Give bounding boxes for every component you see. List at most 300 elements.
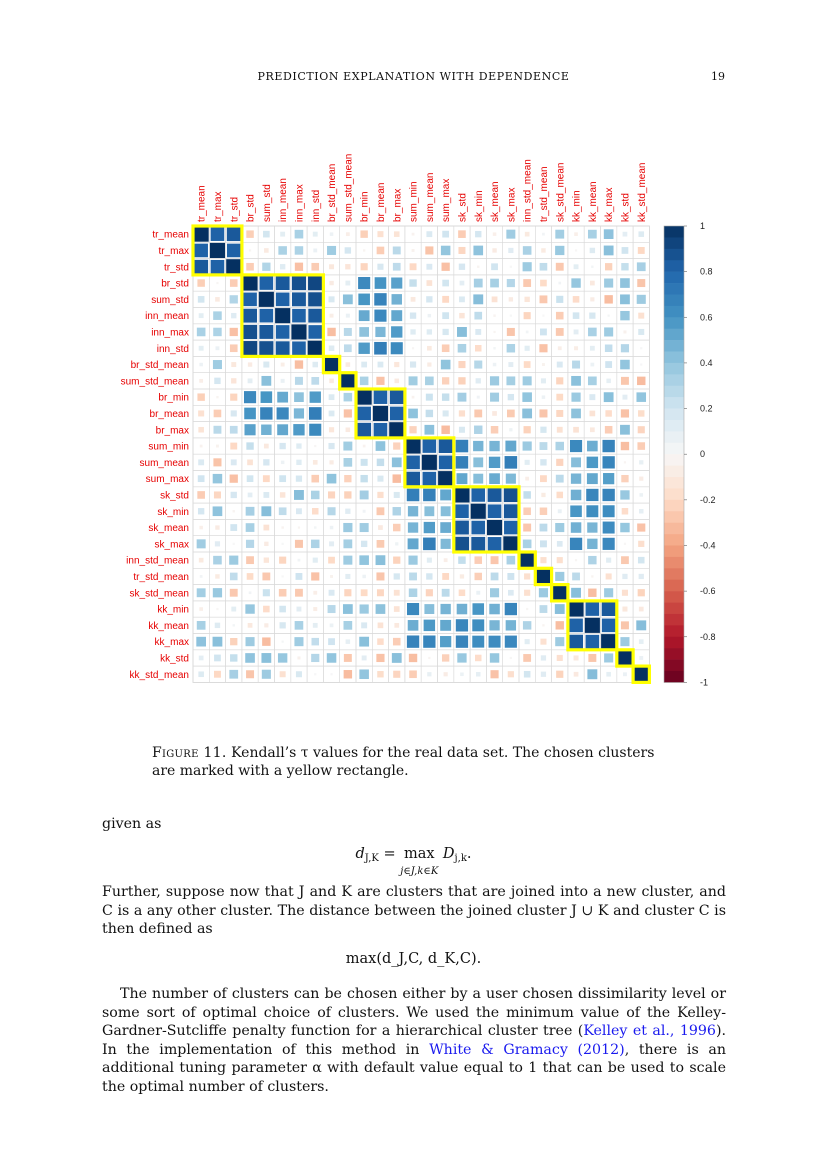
correlation-mark (343, 294, 353, 304)
correlation-mark (569, 602, 584, 617)
correlation-mark (491, 573, 499, 581)
colorbar-segment (664, 329, 684, 341)
correlation-mark (343, 621, 352, 630)
correlation-mark (423, 472, 437, 486)
correlation-mark (233, 543, 235, 545)
correlation-mark (586, 635, 600, 649)
correlation-mark (327, 474, 337, 484)
correlation-mark (510, 657, 512, 659)
colorbar-segment (664, 637, 684, 649)
correlation-mark (313, 232, 318, 237)
correlation-mark (282, 543, 284, 545)
correlation-mark (623, 330, 626, 333)
correlation-mark (264, 248, 269, 253)
correlation-mark (508, 394, 514, 400)
column-label: br_max (392, 188, 404, 222)
correlation-mark (360, 491, 369, 500)
colorbar-segment (664, 340, 684, 352)
correlation-mark (474, 556, 482, 564)
correlation-mark (344, 409, 352, 417)
correlation-mark (639, 574, 644, 579)
correlation-mark (573, 296, 580, 303)
correlation-mark (572, 573, 580, 581)
correlation-mark (279, 606, 286, 613)
correlation-mark (261, 653, 271, 663)
correlation-mark (585, 618, 600, 633)
correlation-mark (276, 325, 290, 339)
correlation-mark (327, 246, 336, 255)
correlation-mark (571, 522, 582, 533)
correlation-mark (198, 671, 204, 677)
correlation-mark (490, 588, 499, 597)
correlation-mark (280, 671, 286, 677)
correlation-mark (490, 376, 499, 385)
correlation-mark (298, 559, 301, 562)
correlation-mark (260, 276, 274, 290)
correlation-mark (279, 475, 286, 482)
body-intro: given as (102, 816, 162, 832)
correlation-mark (424, 506, 434, 516)
correlation-mark (638, 231, 644, 237)
correlation-mark (523, 441, 532, 450)
correlation-mark (503, 536, 518, 551)
correlation-mark (507, 556, 516, 565)
correlation-mark (586, 505, 598, 517)
correlation-mark (623, 232, 628, 237)
correlation-mark (394, 573, 400, 579)
correlation-mark (243, 293, 257, 307)
correlation-mark (310, 391, 321, 402)
eq1-rhs: D (442, 846, 455, 862)
correlation-mark (423, 489, 435, 501)
colorbar-tick-label: 0.8 (700, 266, 713, 277)
correlation-mark (226, 259, 241, 274)
correlation-mark (296, 573, 303, 580)
correlation-mark (279, 443, 285, 449)
correlation-mark (359, 327, 369, 337)
correlation-mark (392, 294, 402, 304)
correlation-mark (523, 279, 531, 287)
correlation-mark (343, 442, 352, 451)
correlation-mark (243, 325, 257, 339)
correlation-mark (194, 260, 208, 274)
correlation-mark (393, 671, 400, 678)
correlation-mark (346, 427, 351, 432)
correlation-mark (508, 248, 513, 253)
correlation-mark (360, 604, 369, 613)
correlation-mark (540, 329, 547, 336)
correlation-mark (373, 406, 388, 421)
correlation-mark (329, 427, 334, 432)
correlation-mark (346, 362, 351, 367)
correlation-mark (264, 557, 269, 562)
correlation-mark (344, 458, 353, 467)
correlation-mark (493, 314, 495, 316)
colorbar-segment (664, 226, 684, 238)
correlation-mark (329, 281, 333, 285)
correlation-mark (441, 426, 449, 434)
correlation-mark (488, 488, 502, 502)
correlation-mark (555, 572, 564, 581)
correlation-mark (443, 410, 449, 416)
correlation-mark (393, 507, 401, 515)
correlation-mark (605, 344, 613, 352)
correlation-mark (377, 540, 385, 548)
correlation-mark (361, 589, 368, 596)
page-number: 19 (711, 70, 725, 83)
correlation-mark (638, 247, 645, 254)
correlation-mark (540, 427, 546, 433)
correlation-mark (391, 326, 402, 337)
correlation-mark (314, 445, 316, 447)
correlation-mark (264, 444, 269, 449)
correlation-mark (590, 411, 596, 417)
correlation-mark (199, 656, 204, 661)
correlation-mark (556, 296, 563, 303)
correlation-mark (412, 396, 415, 399)
correlation-mark (296, 607, 301, 612)
correlation-mark (487, 520, 502, 535)
correlation-mark (555, 246, 564, 255)
correlation-mark (591, 266, 593, 268)
correlation-mark (460, 574, 464, 578)
correlation-mark (244, 391, 256, 403)
correlation-mark (408, 556, 417, 565)
correlation-mark (394, 492, 400, 498)
correlation-mark (458, 556, 465, 563)
correlation-mark (556, 312, 564, 320)
correlation-mark (296, 476, 302, 482)
correlation-mark (458, 361, 465, 368)
correlation-mark (506, 230, 515, 239)
correlation-mark (491, 263, 498, 270)
row-label: sk_mean (148, 523, 189, 535)
correlation-mark (233, 510, 235, 512)
correlation-mark (246, 670, 254, 678)
column-label: sum_mean (424, 172, 436, 222)
correlation-mark (361, 263, 368, 270)
correlation-mark (540, 475, 547, 482)
correlation-mark (278, 653, 287, 662)
correlation-mark (539, 409, 547, 417)
correlation-mark (556, 442, 564, 450)
correlation-mark (230, 589, 238, 597)
correlation-mark (638, 589, 645, 596)
correlation-mark (441, 246, 450, 255)
correlation-mark (427, 558, 432, 563)
correlation-mark (296, 443, 301, 448)
correlation-mark (261, 391, 273, 403)
correlation-mark (507, 344, 515, 352)
correlation-mark (200, 445, 203, 448)
correlation-mark (194, 244, 208, 258)
correlation-mark (570, 440, 582, 452)
correlation-mark (361, 541, 367, 547)
correlation-mark (472, 619, 484, 631)
correlation-mark (374, 342, 387, 355)
correlation-mark (294, 392, 304, 402)
correlation-mark (197, 491, 205, 499)
correlation-mark (586, 489, 598, 501)
correlation-mark (476, 672, 481, 677)
correlation-mark (292, 292, 306, 306)
correlation-mark (292, 341, 306, 355)
correlation-mark (490, 653, 499, 662)
correlation-mark (639, 493, 643, 497)
correlation-mark (392, 457, 402, 467)
colorbar-segment (664, 397, 684, 409)
row-label: sum_mean (139, 457, 189, 469)
correlation-mark (489, 457, 500, 468)
correlation-mark (620, 425, 630, 435)
correlation-mark (604, 327, 613, 336)
correlation-mark (492, 411, 497, 416)
correlation-mark (329, 541, 334, 546)
row-label: inn_std (156, 343, 189, 355)
correlation-mark (477, 266, 479, 268)
correlation-mark (248, 623, 253, 628)
colorbar-segment (664, 545, 684, 557)
correlation-mark (213, 360, 222, 369)
correlation-mark (363, 249, 365, 251)
eq1-lhs: d (355, 846, 365, 862)
row-label: kk_std_mean (129, 669, 189, 681)
correlation-mark (376, 604, 386, 614)
correlation-mark (558, 282, 561, 285)
correlation-mark (520, 553, 535, 568)
correlation-mark (540, 508, 547, 515)
correlation-mark (620, 637, 629, 646)
correlation-mark (374, 310, 386, 322)
correlation-mark (295, 360, 303, 368)
correlation-mark (279, 507, 287, 515)
correlation-mark (574, 655, 579, 660)
correlation-mark (472, 603, 484, 615)
correlation-mark (231, 607, 236, 612)
correlation-mark (523, 491, 530, 498)
correlation-mark (457, 604, 468, 615)
correlation-mark (230, 279, 238, 287)
correlation-mark (263, 589, 270, 596)
correlation-mark (601, 634, 616, 649)
correlation-mark (264, 542, 268, 546)
correlation-mark (245, 604, 254, 613)
eq1-end: . (466, 846, 472, 862)
correlation-mark (542, 395, 545, 398)
correlation-mark (590, 427, 595, 432)
correlation-mark (455, 504, 469, 518)
correlation-mark (424, 604, 434, 614)
correlation-mark (540, 459, 546, 465)
correlation-mark (374, 390, 388, 404)
correlation-mark (308, 292, 322, 306)
correlation-mark (199, 379, 203, 383)
correlation-mark (362, 655, 367, 660)
column-label: kk_std_mean (636, 162, 648, 222)
correlation-mark (215, 574, 219, 578)
correlation-mark (624, 461, 626, 463)
colorbar-segment (664, 488, 684, 500)
correlation-mark (442, 312, 449, 319)
correlation-mark (539, 344, 547, 352)
correlation-mark (281, 363, 285, 367)
colorbar-segment (664, 625, 684, 637)
correlation-mark (313, 591, 317, 595)
correlation-mark (314, 673, 316, 675)
correlation-mark (541, 378, 546, 383)
colorbar-segment (664, 272, 684, 284)
correlation-mark (426, 264, 432, 270)
equation-joined-max: max(d_J,C, d_K,C). (345, 951, 482, 967)
correlation-mark (423, 538, 436, 551)
correlation-mark (490, 279, 499, 288)
correlation-mark (294, 490, 304, 500)
colorbar-segment (664, 511, 684, 523)
colorbar-segment (664, 591, 684, 603)
column-label: sum_std (261, 184, 273, 222)
correlation-mark (406, 439, 421, 454)
correlation-mark (541, 248, 545, 252)
correlation-mark (409, 589, 417, 597)
correlation-mark (329, 379, 334, 384)
correlation-mark (602, 619, 616, 633)
correlation-mark (424, 620, 435, 631)
correlation-mark (311, 377, 319, 385)
correlation-mark (391, 342, 403, 354)
correlation-mark (473, 294, 483, 304)
correlation-mark (475, 231, 481, 237)
correlation-mark (442, 377, 449, 384)
correlation-mark (637, 262, 646, 271)
colorbar-segment (664, 523, 684, 535)
correlation-mark (636, 392, 646, 402)
para3-part-b: ). In the implementation of this method in (102, 1023, 726, 1058)
correlation-mark (213, 458, 221, 466)
column-label: kk_mean (587, 181, 599, 222)
colorbar-segment (664, 466, 684, 478)
correlation-mark (244, 408, 256, 420)
column-label: tr_max (212, 191, 224, 222)
correlation-mark (473, 474, 483, 484)
correlation-mark (573, 312, 580, 319)
correlation-mark (248, 362, 252, 366)
correlation-mark (473, 246, 483, 256)
correlation-mark (508, 671, 514, 677)
correlation-mark (556, 394, 563, 401)
correlation-mark (634, 667, 649, 682)
row-label: tr_max (158, 245, 189, 257)
correlation-mark (523, 540, 532, 549)
correlation-mark (536, 569, 551, 584)
correlation-mark (328, 605, 336, 613)
correlation-mark (213, 426, 221, 434)
correlation-mark (230, 638, 237, 645)
correlation-mark (199, 526, 203, 530)
correlation-mark (556, 263, 564, 271)
correlation-mark (475, 573, 482, 580)
correlation-mark (454, 487, 469, 502)
citation-white-gramacy[interactable]: White & Gramacy (2012) (429, 1041, 625, 1058)
correlation-mark (605, 361, 612, 368)
correlation-mark (574, 264, 579, 269)
row-label: inn_max (151, 327, 189, 339)
correlation-mark (344, 589, 351, 596)
correlation-mark (459, 296, 465, 302)
correlation-mark (505, 636, 517, 648)
correlation-mark (541, 672, 546, 677)
correlation-mark (637, 523, 645, 531)
citation-kelley[interactable]: Kelley et al., 1996 (583, 1023, 716, 1039)
correlation-mark (376, 572, 384, 580)
correlation-mark (489, 620, 499, 630)
colorbar-tick-label: -0.8 (700, 631, 716, 642)
correlation-mark (295, 621, 304, 630)
correlation-mark (407, 489, 420, 502)
correlation-mark (606, 573, 612, 579)
body-paragraph-3 (102, 985, 726, 1096)
correlation-mark (357, 407, 371, 421)
correlation-mark (476, 591, 480, 595)
correlation-mark (621, 409, 629, 417)
correlation-mark (524, 573, 530, 579)
correlation-mark (410, 263, 417, 270)
correlation-mark (471, 488, 485, 502)
correlation-mark (330, 624, 334, 628)
body-paragraph-2: Further, suppose now that J and K are clusters that are joined into a new cluster, and C is a any other cluster. The distance between the joined cluster J ∪ K and cluster C is then defined as (102, 884, 726, 937)
correlation-mark (390, 407, 404, 421)
correlation-mark (569, 619, 583, 633)
correlation-mark (346, 314, 350, 318)
correlation-mark (227, 244, 241, 258)
correlation-mark (459, 313, 464, 318)
colorbar-tick-label: -1 (700, 677, 709, 688)
correlation-mark (330, 526, 334, 530)
correlation-mark (442, 231, 449, 238)
correlation-mark (604, 229, 614, 239)
correlation-mark (591, 575, 593, 577)
correlation-mark (280, 492, 285, 497)
colorbar-segment (664, 603, 684, 615)
colorbar-segment (664, 237, 684, 249)
correlation-mark (588, 654, 596, 662)
correlation-mark (459, 427, 465, 433)
eq1-func: max (403, 846, 435, 862)
correlation-mark (426, 410, 433, 417)
correlation-mark (378, 525, 383, 530)
correlation-mark (394, 379, 399, 384)
row-label: kk_min (157, 604, 189, 616)
correlation-mark (328, 491, 335, 498)
column-label: sum_std_mean (343, 153, 355, 222)
correlation-mark (246, 540, 254, 548)
correlation-mark (442, 589, 450, 597)
correlation-mark (620, 294, 630, 304)
correlation-mark (363, 510, 366, 513)
correlation-mark (617, 650, 632, 665)
correlation-mark (459, 589, 466, 596)
correlation-mark (324, 357, 339, 372)
column-label: br_mean (375, 182, 387, 222)
correlation-mark (377, 476, 383, 482)
column-label: kk_std (620, 193, 632, 222)
correlation-mark (540, 639, 546, 645)
correlation-mark (621, 442, 629, 450)
correlation-mark (638, 426, 645, 433)
correlation-mark (275, 308, 290, 323)
colorbar-segment (664, 648, 684, 660)
correlation-mark (294, 637, 303, 646)
correlation-mark (539, 588, 548, 597)
